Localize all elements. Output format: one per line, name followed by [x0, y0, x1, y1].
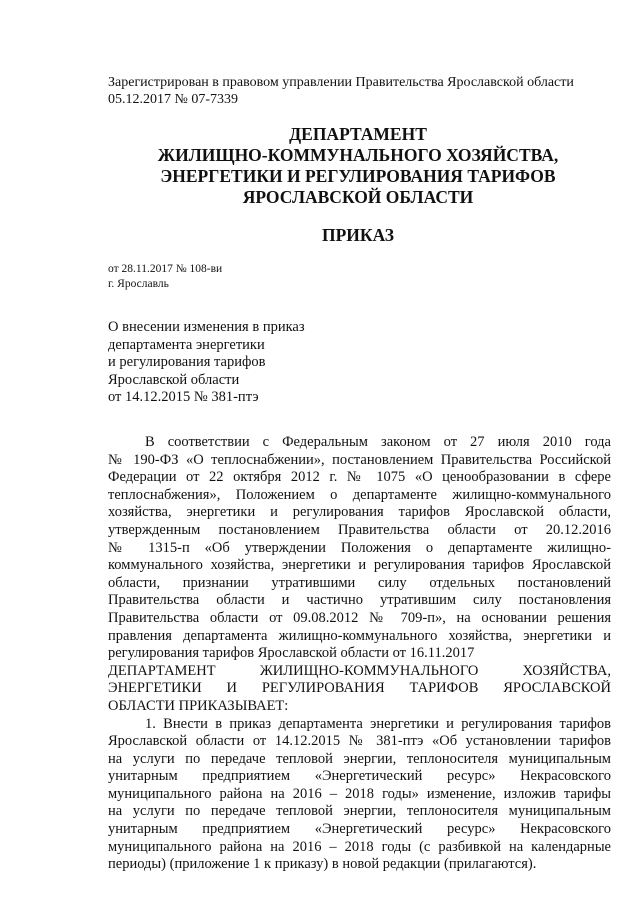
header-line: ЖИЛИЩНО-КОММУНАЛЬНОГО ХОЗЯЙСТВА,	[157, 145, 559, 165]
body-line: периоды) (приложение 1 к приказу) в новой редакции (прилагаются).	[108, 856, 537, 873]
subject-line: департамента энергетики	[108, 336, 265, 353]
body-line: области, признании утратившими силу отдельных постановлений	[108, 574, 611, 591]
body-line: унитарным предприятием «Энергетический ресурс» Некрасовского	[108, 768, 611, 785]
body-line: правления департамента жилищно-коммунального хозяйства, энергетики и	[108, 627, 611, 644]
registration-note	[108, 74, 618, 108]
body-line: Федерации от 22 октября 2012 г. № 1075 «О ценообразовании в сфере	[108, 469, 611, 486]
body-line: муниципального района на 2016 – 2018 годы (с разбивкой на календарные	[108, 838, 611, 855]
body-line: ЭНЕРГЕТИКИ И РЕГУЛИРОВАНИЯ ТАРИФОВ ЯРОСЛАВСКОЙ	[108, 680, 611, 697]
body-line: унитарным предприятием «Энергетический ресурс» Некрасовского	[108, 821, 611, 838]
order-title: ПРИКАЗ	[321, 225, 395, 245]
header-line: ЭНЕРГЕТИКИ И РЕГУЛИРОВАНИЯ ТАРИФОВ	[160, 166, 556, 186]
order-date-number: от 28.11.2017 № 108-ви	[108, 263, 223, 275]
body-line: № 1315-п «Об утверждении Положения о департаменте жилищно-	[108, 539, 611, 556]
registration-line-2: 05.12.2017 № 07-7339	[108, 92, 239, 107]
body-line: ОБЛАСТИ ПРИКАЗЫВАЕТ:	[108, 697, 289, 714]
order-body	[108, 434, 611, 874]
body-line: регулирования тарифов Ярославской области от 16.11.2017	[108, 645, 475, 662]
header-line: ДЕПАРТАМЕНТ	[289, 124, 427, 144]
subject-line: и регулирования тарифов	[108, 354, 266, 370]
subject-line: Ярославской области	[108, 371, 240, 388]
body-line: утвержденным постановлением Правительства области от 20.12.2016	[108, 521, 611, 538]
subject-line: О внесении изменения в приказ	[108, 319, 305, 335]
body-line: ДЕПАРТАМЕНТ ЖИЛИЩНО-КОММУНАЛЬНОГО ХОЗЯЙСТВА,	[108, 662, 611, 679]
body-line: коммунального хозяйства, энергетики и регулирования тарифов Ярославской	[108, 557, 611, 574]
order-meta	[108, 262, 222, 292]
subject-line: от 14.12.2015 № 381-птэ	[108, 389, 259, 405]
order-city: г. Ярославль	[108, 278, 169, 290]
body-line: хозяйства, энергетики и регулирования тарифов Ярославской области,	[108, 504, 611, 521]
body-line: на услуги по передаче тепловой энергии, теплоносителя муниципальным	[108, 750, 611, 767]
body-line: теплоснабжения», Положением о департаменте жилищно-коммунального	[108, 486, 611, 503]
header-line: ЯРОСЛАВСКОЙ ОБЛАСТИ	[242, 187, 474, 207]
body-line: № 190-ФЗ «О теплоснабжении», постановлением Правительства Российской	[108, 451, 611, 468]
department-header	[108, 124, 608, 208]
body-line: Ярославской области от 14.12.2015 № 381-птэ «Об установлении тарифов	[108, 733, 611, 750]
body-line: муниципального района на 2016 – 2018 годы» изменение, изложив тарифы	[108, 785, 611, 802]
order-subject	[108, 319, 305, 407]
body-line: В соответствии с Федеральным законом от 27 июля 2010 года	[145, 434, 611, 450]
body-line: Правительства области и частично утратившим силу постановления	[108, 592, 611, 609]
body-line: Правительства области от 09.08.2012 № 709-п», на основании решения	[108, 609, 611, 626]
registration-line-1: Зарегистрирован в правовом управлении Правительства Ярославской области	[108, 75, 574, 90]
body-line: 1. Внести в приказ департамента энергетики и регулирования тарифов	[145, 715, 611, 732]
body-line: на услуги по передаче тепловой энергии, теплоносителя муниципальным	[108, 803, 611, 820]
